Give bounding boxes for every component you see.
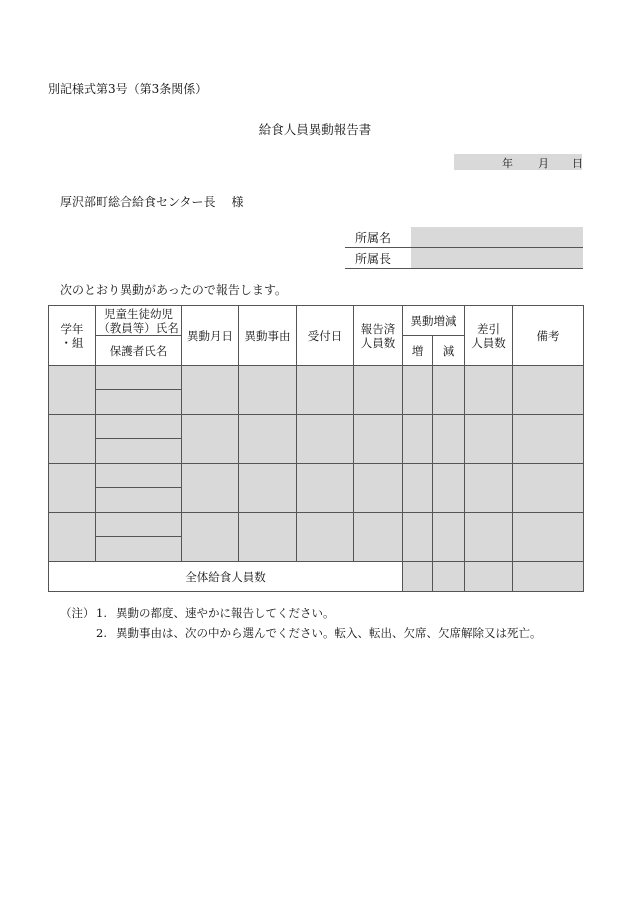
- header-receipt-date: 受付日: [297, 306, 354, 366]
- decrease-cell[interactable]: [433, 464, 465, 513]
- intro-text: 次のとおり異動があったので報告します。: [60, 283, 287, 297]
- remarks-cell[interactable]: [513, 415, 584, 464]
- increase-cell[interactable]: [403, 513, 433, 562]
- decrease-cell[interactable]: [433, 415, 465, 464]
- remarks-cell[interactable]: [513, 513, 584, 562]
- header-change-date: 異動月日: [182, 306, 239, 366]
- header-change-group: 異動増減: [403, 306, 465, 336]
- reported-count-cell[interactable]: [354, 513, 403, 562]
- dept-field[interactable]: [411, 227, 583, 248]
- date-day-label: 日: [572, 157, 583, 170]
- head-field[interactable]: [411, 248, 583, 269]
- note-text: 異動の都度、速やかに報告してください。: [116, 606, 335, 620]
- note-number: 1.: [96, 606, 107, 620]
- decrease-cell[interactable]: [433, 513, 465, 562]
- guardian-name-cell[interactable]: [96, 488, 182, 513]
- grade-class-cell[interactable]: [49, 513, 96, 562]
- addressee-name: 厚沢部町総合給食センター長: [60, 195, 216, 209]
- increase-cell[interactable]: [403, 366, 433, 415]
- header-remarks: 備考: [513, 306, 584, 366]
- header-reported-count: 報告済 人員数: [354, 306, 403, 366]
- total-label: 全体給食人員数: [49, 562, 403, 592]
- header-decrease: 減: [433, 336, 465, 366]
- remarks-cell[interactable]: [513, 366, 584, 415]
- header-guardian-name: 保護者氏名: [96, 336, 182, 366]
- total-remarks-cell[interactable]: [513, 562, 584, 592]
- reported-count-cell[interactable]: [354, 366, 403, 415]
- student-name-cell[interactable]: [96, 366, 182, 390]
- change-reason-cell[interactable]: [239, 464, 297, 513]
- change-reason-cell[interactable]: [239, 415, 297, 464]
- increase-cell[interactable]: [403, 464, 433, 513]
- note-number: 2.: [96, 626, 107, 640]
- note-text: 異動事由は、次の中から選んでください。転入、転出、欠席、欠席解除又は死亡。: [116, 626, 542, 640]
- dept-label: 所属名: [345, 227, 411, 248]
- date-field[interactable]: [454, 154, 582, 170]
- change-report-table: [48, 305, 584, 592]
- header-net-count: 差引 人員数: [465, 306, 513, 366]
- change-date-cell[interactable]: [182, 513, 239, 562]
- form-number: 別記様式第3号（第3条関係）: [48, 82, 208, 96]
- addressee-honorific: 様: [231, 195, 244, 209]
- addressee: [60, 193, 244, 210]
- header-grade-class: 学年 ・組: [49, 306, 96, 366]
- header-change-reason: 異動事由: [239, 306, 297, 366]
- net-count-cell[interactable]: [465, 464, 513, 513]
- head-label: 所属長: [345, 248, 411, 269]
- receipt-date-cell[interactable]: [297, 366, 354, 415]
- net-count-cell[interactable]: [465, 366, 513, 415]
- affiliation-block: [345, 227, 583, 269]
- document-title: 給食人員異動報告書: [258, 122, 372, 137]
- notes-prefix: （注）: [60, 606, 95, 620]
- net-count-cell[interactable]: [465, 415, 513, 464]
- guardian-name-cell[interactable]: [96, 537, 182, 562]
- total-decrease-cell[interactable]: [433, 562, 465, 592]
- student-name-cell[interactable]: [96, 464, 182, 488]
- date-month-label: 月: [538, 157, 549, 170]
- student-name-cell[interactable]: [96, 415, 182, 439]
- change-reason-cell[interactable]: [239, 513, 297, 562]
- reported-count-cell[interactable]: [354, 415, 403, 464]
- change-reason-cell[interactable]: [239, 366, 297, 415]
- change-date-cell[interactable]: [182, 464, 239, 513]
- student-name-cell[interactable]: [96, 513, 182, 537]
- receipt-date-cell[interactable]: [297, 464, 354, 513]
- date-year-label: 年: [502, 157, 513, 170]
- change-date-cell[interactable]: [182, 366, 239, 415]
- receipt-date-cell[interactable]: [297, 513, 354, 562]
- grade-class-cell[interactable]: [49, 366, 96, 415]
- change-date-cell[interactable]: [182, 415, 239, 464]
- header-student-name: 児童生徒幼児 （教員等）氏名: [96, 306, 182, 336]
- reported-count-cell[interactable]: [354, 464, 403, 513]
- grade-class-cell[interactable]: [49, 415, 96, 464]
- decrease-cell[interactable]: [433, 366, 465, 415]
- remarks-cell[interactable]: [513, 464, 584, 513]
- grade-class-cell[interactable]: [49, 464, 96, 513]
- increase-cell[interactable]: [403, 415, 433, 464]
- total-increase-cell[interactable]: [403, 562, 433, 592]
- header-increase: 増: [403, 336, 433, 366]
- guardian-name-cell[interactable]: [96, 390, 182, 415]
- net-count-cell[interactable]: [465, 513, 513, 562]
- total-net-count-cell[interactable]: [465, 562, 513, 592]
- notes: [60, 603, 542, 643]
- guardian-name-cell[interactable]: [96, 439, 182, 464]
- receipt-date-cell[interactable]: [297, 415, 354, 464]
